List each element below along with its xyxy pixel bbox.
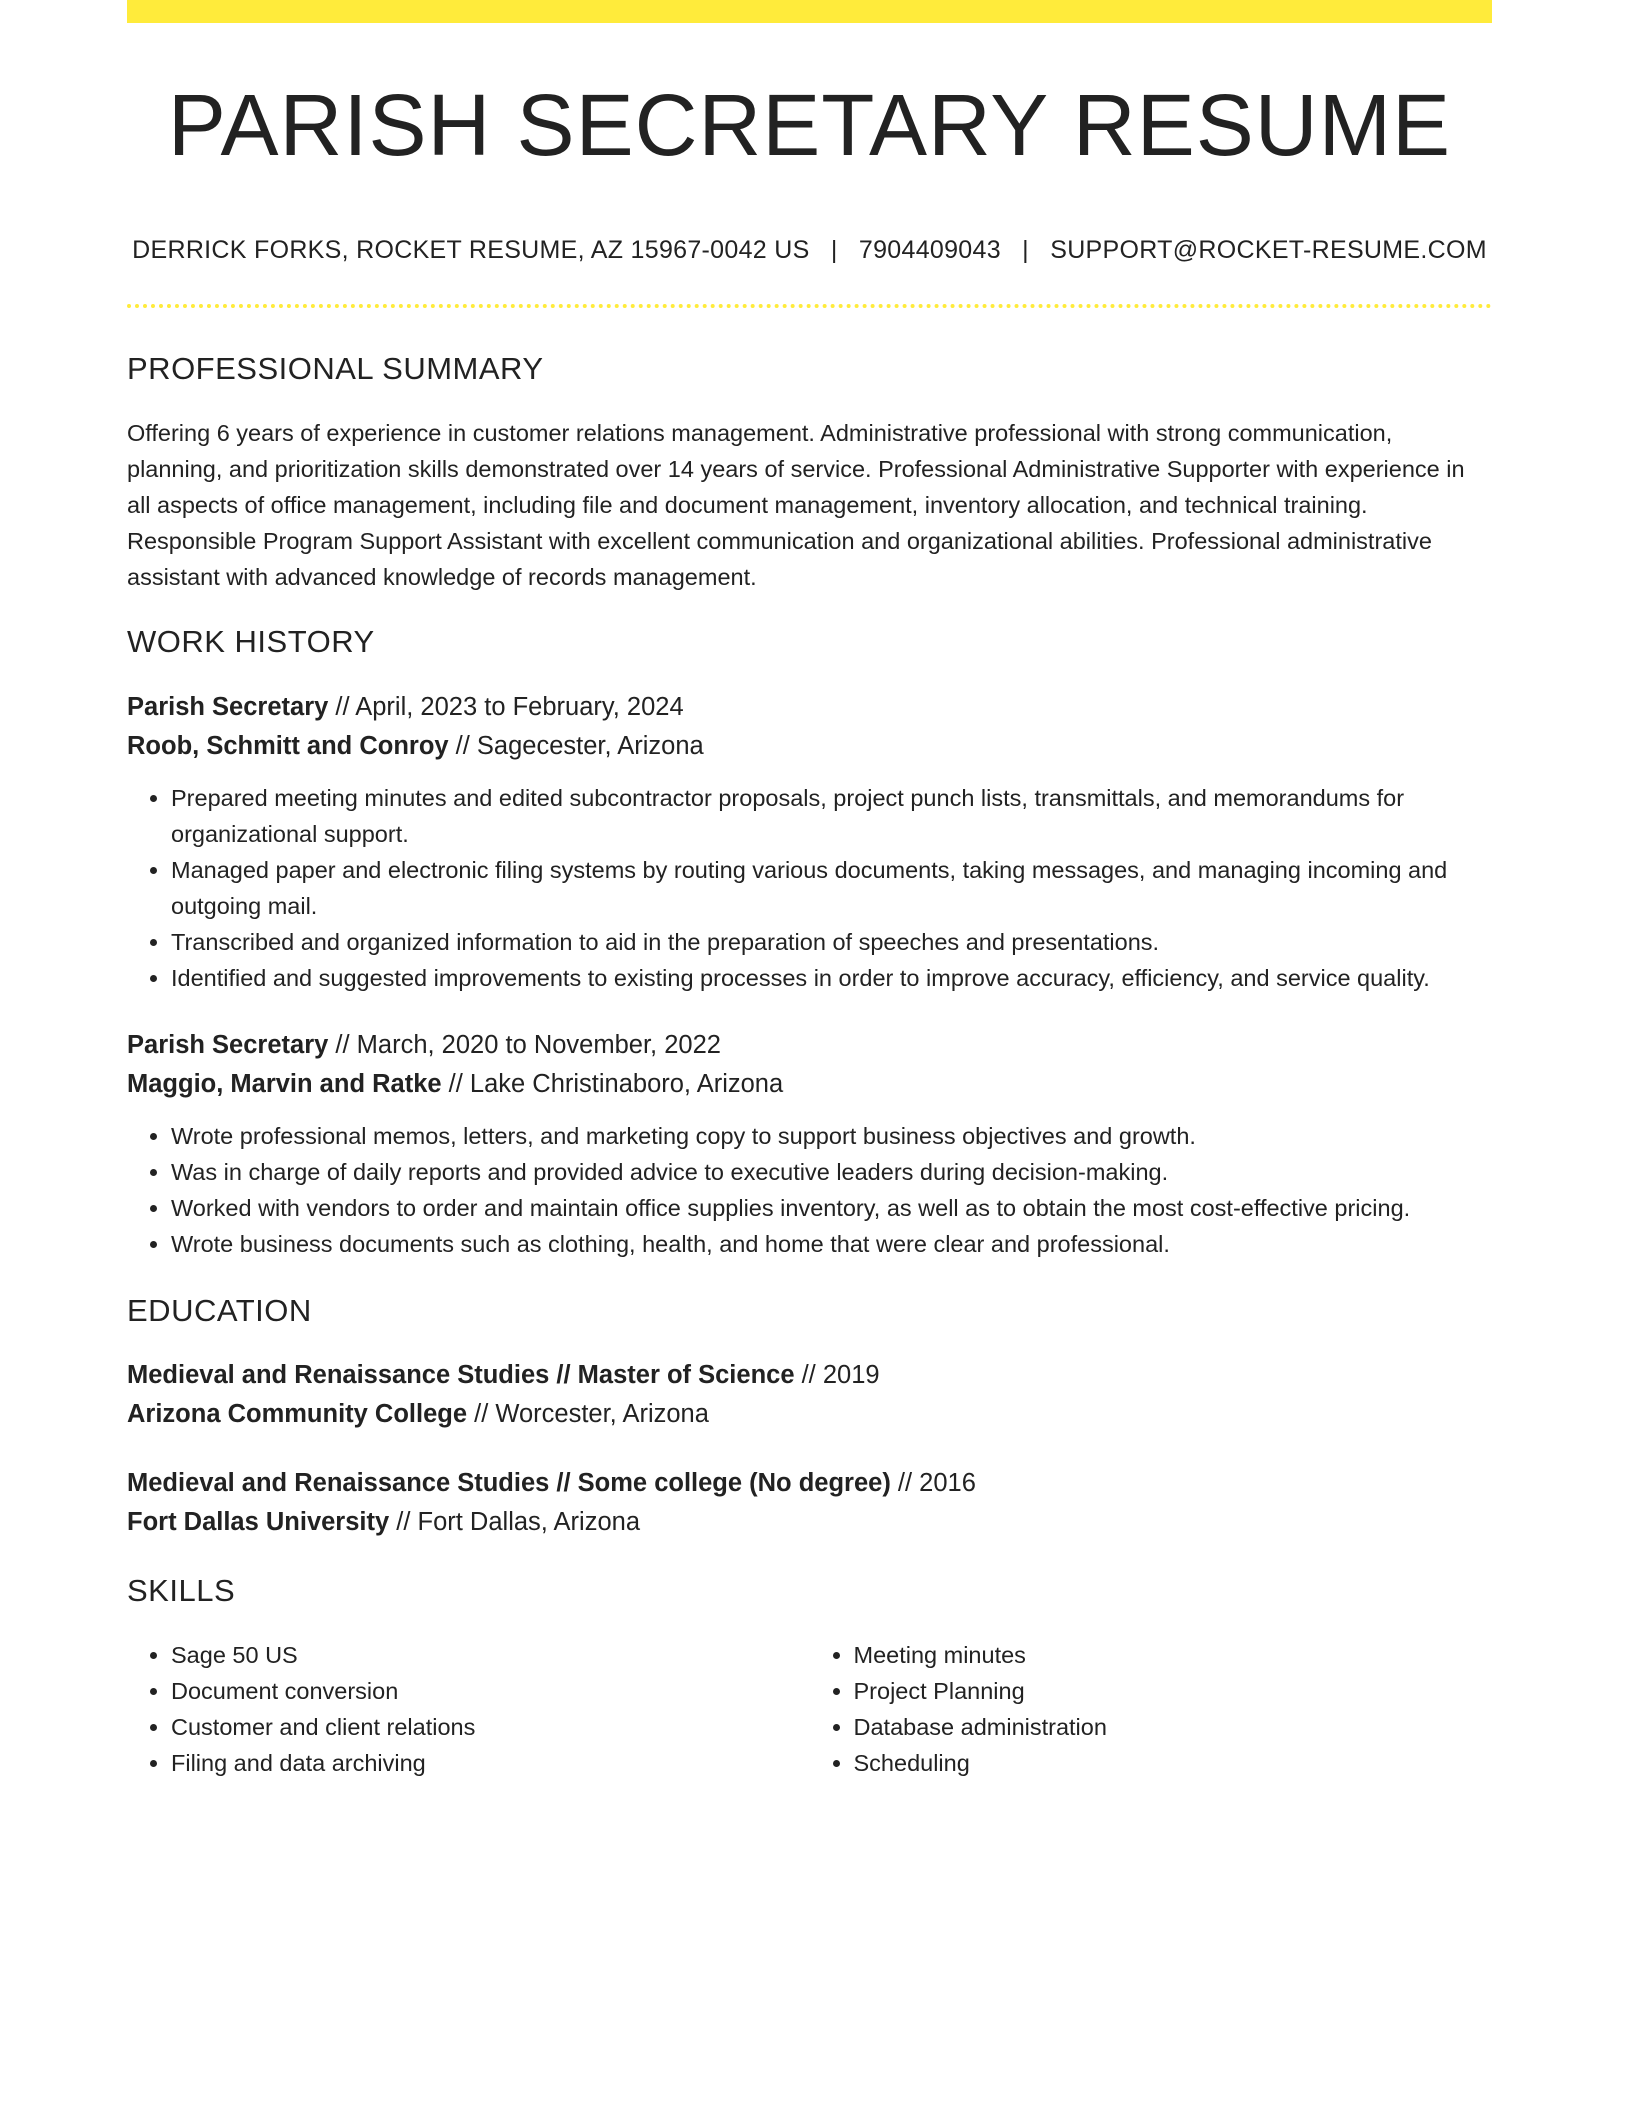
skill-item: • Sage 50 US <box>171 1637 810 1673</box>
contact-phone: 7904409043 <box>858 236 1001 264</box>
summary-text: Offering 6 years of experience in customer relations management. Administrative professional with strong communication, planning, and prioritization skills demonstrated over 14 years of service. Professional Administrative Supporter with experience in all aspects of office management, including file and document management, inventory allocation, and technical training. Responsible Program Support Assistant with excellent communication and organizational abilities. Professional administrative assistant with advanced knowledge of records management. <box>127 419 1465 590</box>
job-dates: // April, 2023 to February, 2024 <box>328 692 684 721</box>
skills-section <box>127 1572 1492 1781</box>
job-bullets <box>127 780 1492 996</box>
skill-item: • Project Planning <box>854 1673 1493 1709</box>
resume-title: PARISH SECRETARY RESUME <box>167 77 1452 174</box>
job-entry <box>127 688 1492 996</box>
skills-left-column <box>127 1637 810 1781</box>
education-section <box>127 1292 1492 1543</box>
resume-content <box>127 350 1492 1781</box>
job-company: Maggio, Marvin and Ratke <box>127 1069 442 1098</box>
contact-address: DERRICK FORKS, ROCKET RESUME, AZ 15967-0042 US <box>132 236 810 264</box>
skill-item: • Meeting minutes <box>854 1637 1493 1673</box>
job-bullet: • Wrote business documents such as clothing, health, and home that were clear and professional. <box>171 1226 1492 1262</box>
job-bullet: • Wrote professional memos, letters, and marketing copy to support business objectives and growth. <box>171 1118 1492 1154</box>
job-location: // Lake Christinaboro, Arizona <box>441 1069 784 1098</box>
education-degree: Medieval and Renaissance Studies // Some college (No degree) <box>127 1469 891 1498</box>
job-bullet: • Worked with vendors to order and maintain office supplies inventory, as well as to obtain the most cost-effective pricing. <box>171 1190 1492 1226</box>
accent-top-bar <box>127 0 1492 23</box>
skill-item: • Customer and client relations <box>171 1709 810 1745</box>
education-heading: EDUCATION <box>127 1292 312 1328</box>
job-company-line <box>127 1065 1492 1104</box>
contact-separator: | <box>1022 236 1029 264</box>
job-dates: // March, 2020 to November, 2022 <box>328 1030 721 1059</box>
job-bullet: • Was in charge of daily reports and provided advice to executive leaders during decision-making. <box>171 1154 1492 1190</box>
summary-heading: PROFESSIONAL SUMMARY <box>127 351 544 386</box>
education-location: // Worcester, Arizona <box>467 1400 709 1429</box>
work-history-section <box>127 623 1492 1262</box>
job-entry <box>127 1026 1492 1262</box>
education-degree: Medieval and Renaissance Studies // Master of Science <box>127 1361 795 1390</box>
job-bullet: • Managed paper and electronic filing systems by routing various documents, taking messages, and managing incoming and outgoing mail. <box>171 852 1492 924</box>
education-degree-line <box>127 1464 1492 1503</box>
education-year: // 2019 <box>794 1361 880 1390</box>
job-title: Parish Secretary <box>127 692 329 721</box>
work-history-heading: WORK HISTORY <box>127 623 375 659</box>
skills-heading: SKILLS <box>127 1573 236 1609</box>
education-entry <box>127 1464 1492 1542</box>
contact-line <box>127 236 1492 265</box>
education-school: Arizona Community College <box>127 1400 468 1429</box>
education-location: // Fort Dallas, Arizona <box>389 1508 641 1537</box>
education-school: Fort Dallas University <box>127 1508 390 1537</box>
education-year: // 2016 <box>890 1469 976 1498</box>
summary-section <box>127 350 1492 595</box>
contact-separator: | <box>830 236 838 264</box>
education-school-line <box>127 1395 1492 1434</box>
job-title: Parish Secretary <box>127 1030 329 1059</box>
job-bullet: • Prepared meeting minutes and edited subcontractor proposals, project punch lists, transmittals, and memorandums for organizational support. <box>171 780 1492 852</box>
skill-item: • Filing and data archiving <box>171 1745 810 1781</box>
job-company-line <box>127 727 1492 766</box>
skills-right-column <box>810 1637 1493 1781</box>
education-entry <box>127 1356 1492 1434</box>
skill-item: • Document conversion <box>171 1673 810 1709</box>
skills-columns <box>127 1637 1492 1781</box>
job-company: Roob, Schmitt and Conroy <box>127 731 449 760</box>
skill-item: • Database administration <box>854 1709 1493 1745</box>
job-title-line <box>127 1026 1492 1065</box>
education-school-line <box>127 1503 1492 1542</box>
dotted-divider <box>127 304 1492 308</box>
job-bullets <box>127 1118 1492 1262</box>
contact-email: SUPPORT@ROCKET-RESUME.COM <box>1050 236 1487 264</box>
job-title-line <box>127 688 1492 727</box>
skill-item: • Scheduling <box>854 1745 1493 1781</box>
job-location: // Sagecester, Arizona <box>448 731 704 760</box>
education-degree-line <box>127 1356 1492 1395</box>
job-bullet: • Identified and suggested improvements to existing processes in order to improve accuracy, efficiency, and service quality. <box>171 960 1492 996</box>
job-bullet: • Transcribed and organized information to aid in the preparation of speeches and presentations. <box>171 924 1492 960</box>
